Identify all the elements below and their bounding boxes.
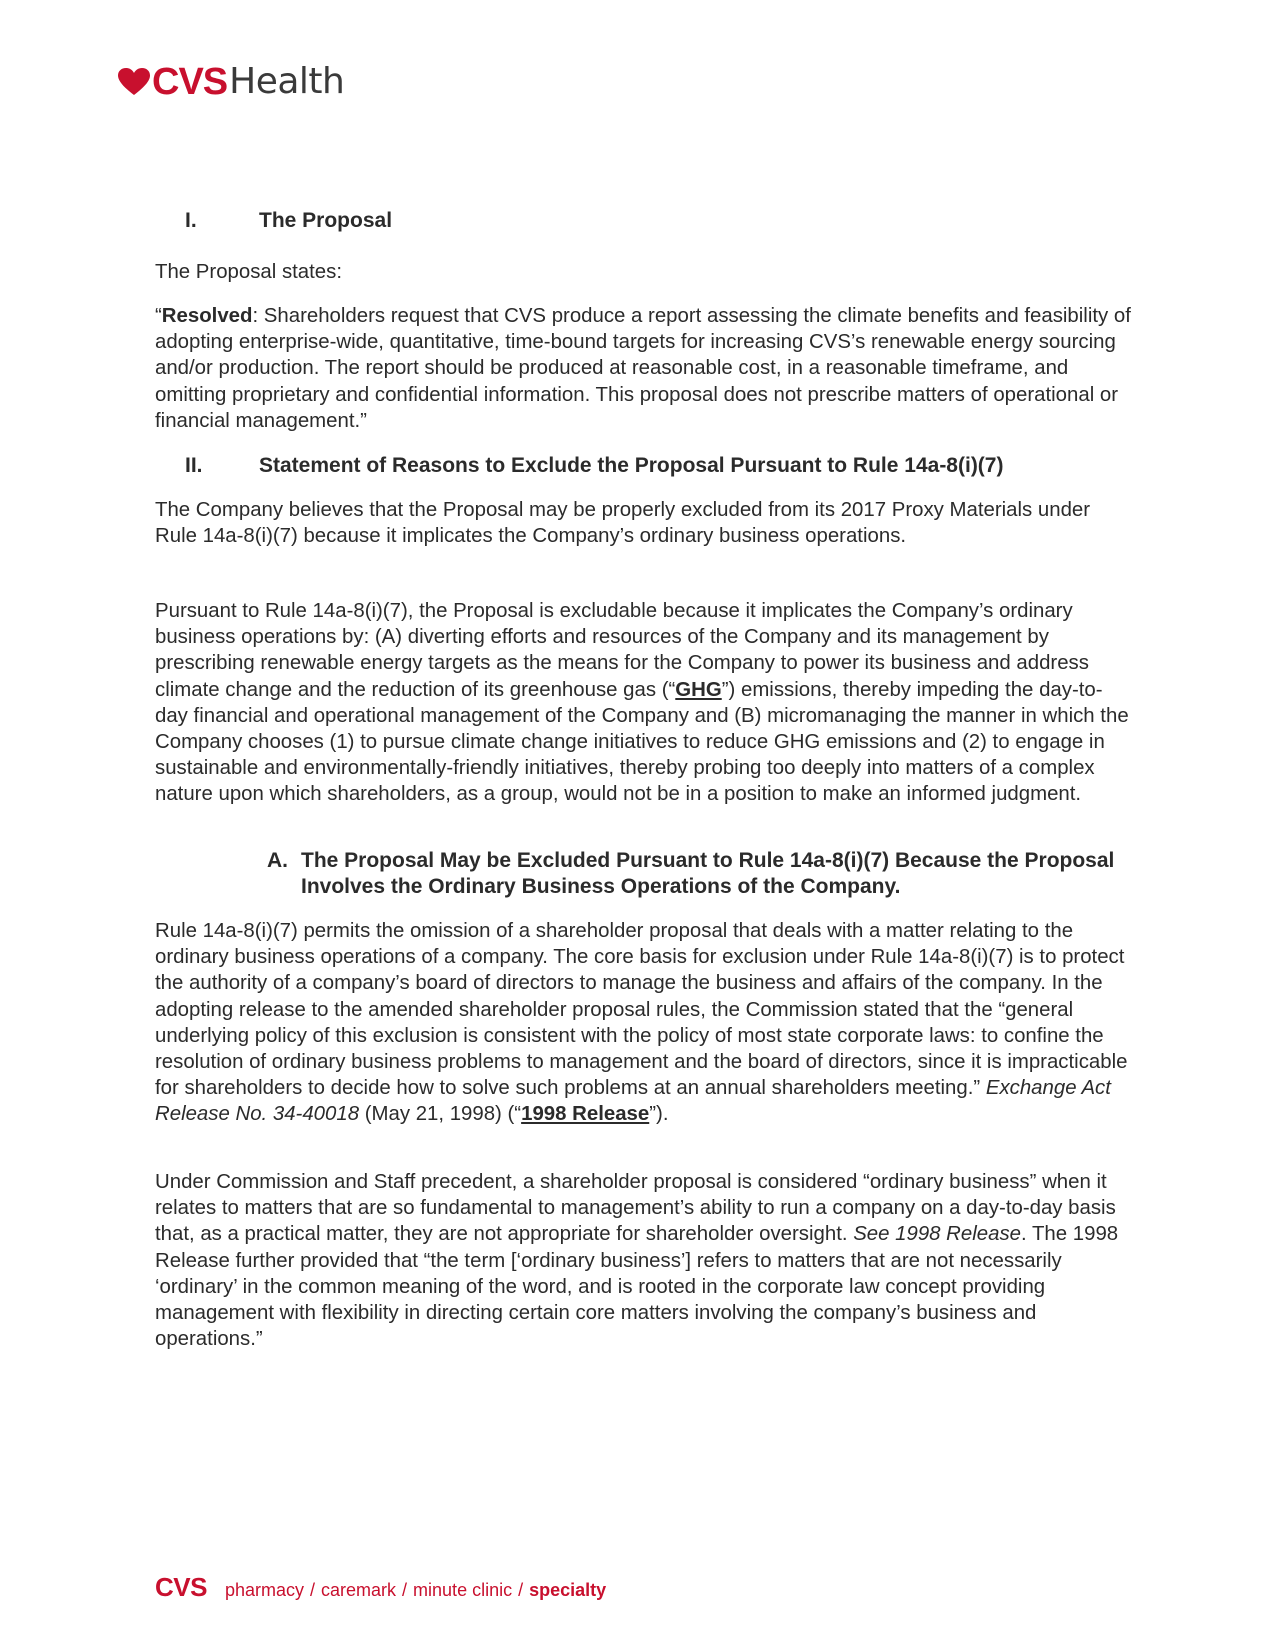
subsection-a-paragraph-2	[155, 1169, 1135, 1352]
subsection-a-heading	[267, 848, 1147, 900]
heart-icon	[118, 68, 150, 96]
resolved-label: Resolved	[161, 305, 253, 327]
subsection-a-paragraph-1-end: ”).	[649, 1103, 669, 1126]
ghg-defined-term: GHG	[675, 678, 722, 701]
section-2-paragraph-1: The Company believes that the Proposal may be properly excluded from its 2017 Proxy Materials under Rule 14a-8(i)(7) because it implicates the Company’s ordinary business operations.	[155, 499, 1091, 548]
footer-separator: /	[310, 1580, 316, 1600]
footer-specialty: specialty	[529, 1580, 607, 1600]
subsection-a-paragraph-1-start: Rule 14a-8(i)(7) permits the omission of a shareholder proposal that deals with a matter relating to the ordinary business operations of a company. The core basis for exclusion under Rule 14a-8(i)(7) is to protect the authority of a company’s board of directors to manage the business and affairs of the company. In the adopting release to the amended shareholder proposal rules, the Commission stated that the “general underlying policy of this exclusion is consistent with the policy of most state corporate laws: to confine the resolution of ordinary business problems to management and the board of directors, since it is impracticable for shareholders to decide how to solve such problems at an annual shareholders meeting.”	[155, 920, 1128, 1100]
subsection-a-paragraph-1-middle: (May 21, 1998) (“	[359, 1103, 522, 1126]
1998-release-defined-term: 1998 Release	[521, 1103, 650, 1126]
footer-brands	[225, 1580, 606, 1601]
footer-cvs-logo: CVS	[155, 1572, 207, 1602]
section-2-paragraph-2-start: Pursuant to Rule 14a-8(i)(7), the Proposal is excludable because it implicates the Company’s ordinary business operations by: (A) diverting efforts and resources of the Company and its management by prescribing renewable energy targets as the means for the Company to power its business and address climate change and the reduction of its greenhouse gas (“	[155, 600, 1089, 701]
section-2-number: II.	[185, 454, 203, 477]
section-1-number: I.	[185, 209, 197, 232]
subsection-a-title: The Proposal May be Excluded Pursuant to Rule 14a-8(i)(7) Because the Proposal Involves the Ordinary Business Operations of the Company.	[301, 849, 1115, 898]
footer-pharmacy: pharmacy	[224, 1580, 304, 1600]
footer-caremark: caremark	[321, 1580, 397, 1600]
exchange-act-citation: Exchange Act Release No. 34-40018	[155, 1077, 1111, 1126]
footer-minute-clinic: minute clinic	[413, 1580, 513, 1600]
subsection-a-paragraph-2-start: Under Commission and Staff precedent, a shareholder proposal is considered “ordinary business” when it relates to matters that are so fundamental to management’s ability to run a company on a day-to-day basis that, as a practical matter, they are not appropriate for shareholder oversight.	[155, 1171, 1116, 1246]
resolved-open-quote: “	[155, 305, 162, 327]
resolved-text: : Shareholders request that CVS produce a report assessing the climate benefits and feasibility of adopting enterprise-wide, quantitative, time-bound targets for increasing CVS’s renewable energy sourcing and/or production. The report should be produced at reasonable cost, in a reasonable timeframe, and omitting proprietary and confidential information. This proposal does not prescribe matters of operational or financial management.”	[155, 305, 1131, 432]
footer-separator: /	[518, 1580, 524, 1600]
see-1998-release-citation: See 1998 Release	[853, 1223, 1021, 1246]
section-1-title: The Proposal	[259, 209, 393, 232]
footer	[155, 1572, 606, 1603]
subsection-a-letter: A.	[267, 849, 288, 872]
section-1-intro: The Proposal states:	[155, 261, 343, 283]
cvs-health-logo	[118, 62, 344, 102]
logo-brand: CVS	[152, 61, 228, 103]
resolved-paragraph	[155, 303, 1135, 434]
subsection-a-paragraph-1	[155, 918, 1135, 1128]
footer-separator: /	[402, 1580, 408, 1600]
section-2-paragraph-2-end: ”) emissions, thereby impeding the day-to-day financial and operational management of the Company and (B) micromanaging the manner in which the Company chooses (1) to pursue climate change initiatives to reduce GHG emissions and (2) to engage in sustainable and environmentally-friendly initiatives, thereby probing too deeply into matters of a complex nature upon which shareholders, as a group, would not be in a position to make an informed judgment.	[155, 678, 1129, 806]
section-2-paragraph-2	[155, 598, 1135, 808]
subsection-a-paragraph-2-end: . The 1998 Release further provided that “the term [‘ordinary business’] refers to matters that are not necessarily ‘ordinary’ in the common meaning of the word, and is rooted in the corporate law concept providing management with flexibility in directing certain core matters involving the company’s business and operations.”	[155, 1223, 1119, 1351]
logo-suffix: Health	[229, 61, 345, 102]
section-2-title: Statement of Reasons to Exclude the Proposal Pursuant to Rule 14a-8(i)(7)	[259, 454, 1004, 477]
